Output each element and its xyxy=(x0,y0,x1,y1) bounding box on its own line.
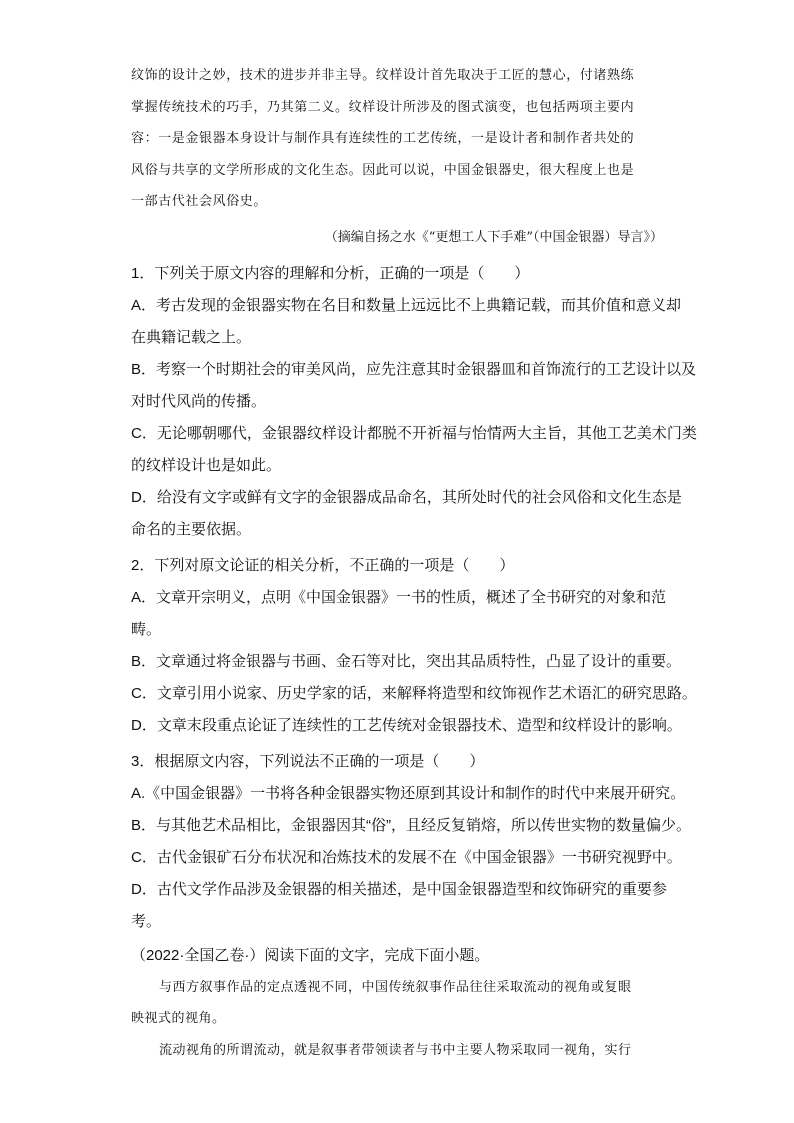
option-c xyxy=(131,418,697,482)
option-line: 的纹样设计也是如此。 xyxy=(131,456,282,474)
question-3 xyxy=(131,746,691,938)
passage-two xyxy=(131,972,663,1067)
option-line: C．无论哪朝哪代，金银器纹样设计都脱不开祈福与怡情两大主旨，其他工艺美术门类 xyxy=(131,424,697,442)
passage-line: 容：一是金银器本身设计与制作具有连续性的工艺传统，一是设计者和制作者共处的 xyxy=(131,131,635,146)
option-line: D．给没有文字或鲜有文字的金银器成品命名，其所处时代的社会风俗和文化生态是 xyxy=(131,488,682,506)
option-c xyxy=(131,678,697,710)
option-b xyxy=(131,810,691,842)
question-2 xyxy=(131,550,697,742)
question-stem: 2．下列对原文论证的相关分析，不正确的一项是（ ） xyxy=(131,556,515,574)
option-c xyxy=(131,842,682,874)
question-1 xyxy=(131,258,697,546)
option-line: B．考察一个时期社会的审美风尚，应先注意其时金银器皿和首饰流行的工艺设计以及 xyxy=(131,360,697,378)
passage-line: 风俗与共享的文学所形成的文化生态。因此可以说，中国金银器史，很大程度上也是 xyxy=(131,162,635,178)
option-line: D．文章末段重点论证了连续性的工艺传统对金银器技术、造型和纹样设计的影响。 xyxy=(131,716,682,734)
option-line: 命名的主要依据。 xyxy=(131,520,252,538)
option-b xyxy=(131,354,697,418)
passage-line: 流动视角的所谓流动，就是叙事者带领读者与书中主要人物采取同一视角，实行 xyxy=(159,1042,632,1058)
option-d xyxy=(131,874,667,938)
passage-line: 纹饰的设计之妙，技术的进步并非主导。纹样设计首先取决于工匠的慧心，付诸熟练 xyxy=(131,68,635,83)
option-line: C．古代金银矿石分布状况和冶炼技术的发展不在《中国金银器》一书研究视野中。 xyxy=(131,848,682,866)
option-line: C．文章引用小说家、历史学家的话，来解释将造型和纹饰视作艺术语汇的研究思路。 xyxy=(131,684,697,702)
passage-line: 与西方叙事作品的定点透视不同，中国传统叙事作品往往采取流动的视角或复眼 xyxy=(159,979,632,995)
option-line: 畴。 xyxy=(131,620,162,638)
option-d xyxy=(131,482,682,546)
passage-source: （摘编自扬之水《“更想工人下手难”（中国金银器）导言》） xyxy=(324,229,663,245)
option-line: D．古代文学作品涉及金银器的相关描述，是中国金银器造型和纹饰研究的重要参 xyxy=(131,880,667,898)
option-line: 在典籍记载之上。 xyxy=(131,328,252,346)
question-stem: 3．根据原文内容，下列说法不正确的一项是（ ） xyxy=(131,752,485,770)
option-d xyxy=(131,710,682,742)
option-line: 考。 xyxy=(131,912,162,930)
option-b xyxy=(131,646,682,678)
option-line: A.《中国金银器》一书将各种金银器实物还原到其设计和制作的时代中来展开研究。 xyxy=(131,784,686,802)
passage-one xyxy=(131,60,663,218)
passage-line: 一部古代社会风俗史。 xyxy=(131,194,268,209)
option-line: 对时代风尚的传播。 xyxy=(131,392,267,410)
reading-intro: （2022·全国乙卷·）阅读下面的文字，完成下面小题。 xyxy=(131,946,490,964)
option-a xyxy=(131,778,686,810)
option-a xyxy=(131,290,682,354)
option-a xyxy=(131,582,667,646)
option-line: A．文章开宗明义，点明《中国金银器》一书的性质，概述了全书研究的对象和范 xyxy=(131,588,667,606)
page-content xyxy=(131,60,697,1066)
question-stem: 1．下列关于原文内容的理解和分析，正确的一项是（ ） xyxy=(131,264,530,282)
passage-line: 掌握传统技术的巧手，乃其第二义。纹样设计所涉及的图式演变，也包括两项主要内 xyxy=(131,99,635,115)
option-line: A．考古发现的金银器实物在名目和数量上远远比不上典籍记载，而其价值和意义却 xyxy=(131,296,682,314)
passage-line: 映视式的视角。 xyxy=(131,1011,226,1026)
option-line: B．与其他艺术品相比，金银器因其“俗”，且经反复销熔，所以传世实物的数量偏少。 xyxy=(131,816,691,834)
option-line: B．文章通过将金银器与书画、金石等对比，突出其品质特性，凸显了设计的重要。 xyxy=(131,652,682,670)
